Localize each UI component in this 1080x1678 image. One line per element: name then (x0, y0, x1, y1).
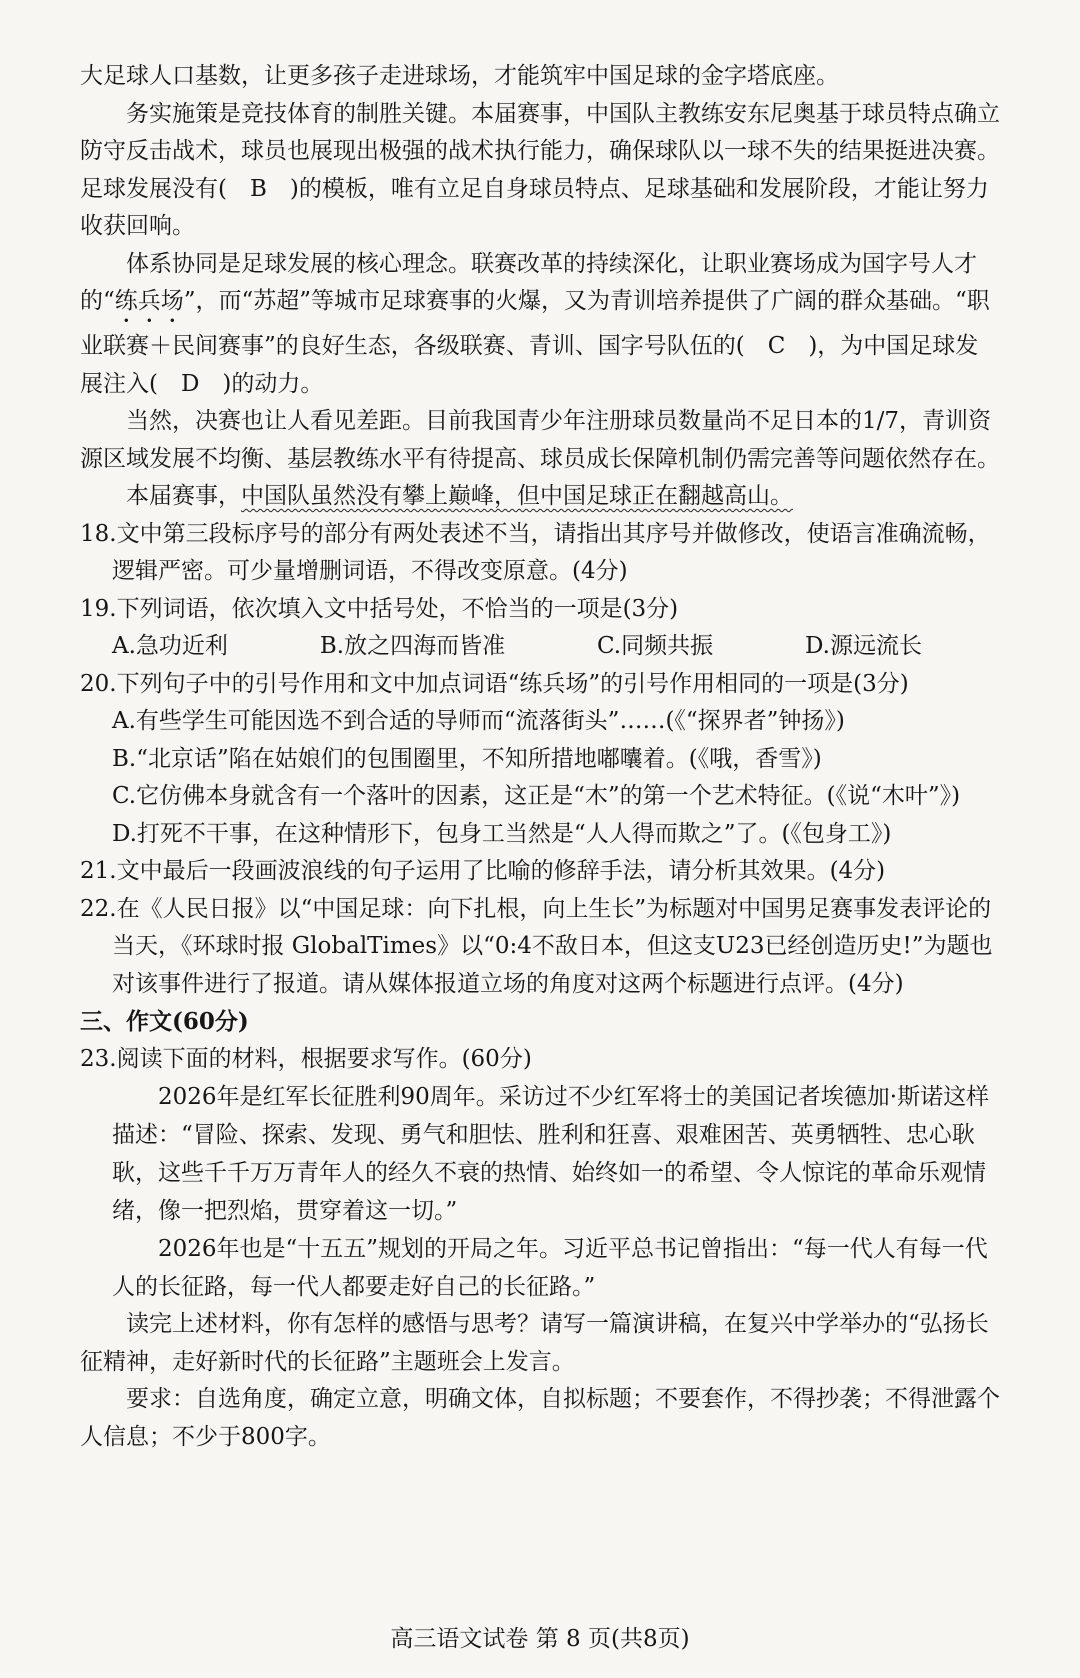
exam-page (80, 58, 1000, 1456)
question-22: 22.在《人民日报》以“中国足球：向下扎根，向上生长”为标题对中国男足赛事发表评论的当天，《环球时报 GlobalTimes》以“0:4不敌日本，但这支U23已经创造历史!”为题也对该事件进行了报道。请从媒体报道立场的角度对这两个标题进行点评。(4分) (80, 895, 993, 997)
option-d: D.源远流长 (805, 633, 922, 659)
question-18: 18.文中第三段标序号的部分有两处表述不当，请指出其序号并做修改，使语言准确流畅，逻辑严密。可少量增删词语，不得改变原意。(4分) (80, 520, 991, 584)
dotted-term: 练兵场 (114, 288, 184, 314)
section-composition-title: 三、作文(60分) (80, 1008, 249, 1035)
question-20-option-d: D.打死不干事，在这种情形下，包身工当然是“人人得而欺之”了。(《包身工》) (112, 820, 892, 847)
question-23: 23.阅读下面的材料，根据要求写作。(60分) (80, 1045, 532, 1072)
option-a: A.急功近利 (112, 633, 228, 659)
page-footer: 高三语文试卷 第 8 页(共8页) (390, 1626, 690, 1652)
question-19: 19.下列词语，依次填入文中括号处，不恰当的一项是(3分) (80, 595, 679, 622)
passage-paragraph-4-lead: 本届赛事， (126, 483, 241, 509)
question-19-options (80, 628, 922, 666)
passage-paragraph-2 (80, 246, 1000, 404)
passage-paragraph-4 (80, 478, 1000, 516)
question-20: 20.下列句子中的引号作用和文中加点词语“练兵场”的引号作用相同的一项是(3分) (80, 670, 909, 697)
passage-paragraph-1: 务实施策是竞技体育的制胜关键。本届赛事，中国队主教练安东尼奥基于球员特点确立防守反击战术，球员也展现出极强的战术执行能力，确保球队以一球不失的结果挺进决赛。足球发展没有( B )的模板，唯有立足自身球员特点、足球基础和发展阶段，才能让努力收获回响。 (80, 100, 1000, 239)
passage-paragraph-2-part-a: 体系协同是足球发展的核心理念。联赛改革的持续深化，让职业赛场成为国字号人才的“ (80, 250, 977, 314)
writing-task: 读完上述材料，你有怎样的感悟与思考？请写一篇演讲稿，在复兴中学举办的“弘扬长征精神，走好新时代的长征路”主题班会上发言。 (80, 1311, 989, 1375)
question-20-option-b: B.“北京话”陷在姑娘们的包围圈里，不知所措地嘟囔着。(《哦，香雪》) (112, 745, 822, 772)
question-20-option-a: A.有些学生可能因选不到合适的导师而“流落街头”……(《“探界者”钟扬》) (112, 708, 845, 734)
material-paragraph-1: 2026年是红军长征胜利90周年。采访过不少红军将士的美国记者埃德加·斯诺这样描述：“冒险、探索、发现、勇气和胆怯、胜利和狂喜、艰难困苦、英勇牺牲、忠心耿耿，这些千千万万青年人的经久不衰的热情、始终如一的希望、令人惊诧的革命乐观情绪，像一把烈焰，贯穿着这一切。” (112, 1084, 990, 1224)
question-21: 21.文中最后一段画波浪线的句子运用了比喻的修辞手法，请分析其效果。(4分) (80, 858, 886, 884)
material-paragraph-2: 2026年也是“十五五”规划的开局之年。习近平总书记曾指出：“每一代人有每一代人的长征路，每一代人都要走好自己的长征路。” (112, 1236, 988, 1300)
passage-paragraph-0: 大足球人口基数，让更多孩子走进球场，才能筑牢中国足球的金字塔底座。 (80, 63, 839, 89)
wavy-underlined-sentence: 中国队虽然没有攀上巅峰，但中国足球正在翻越高山。 (241, 483, 793, 509)
passage-paragraph-3: 当然，决赛也让人看见差距。目前我国青少年注册球员数量尚不足日本的1/7，青训资源区域发展不均衡、基层教练水平有待提高、球员成长保障机制仍需完善等问题依然存在。 (80, 408, 1000, 472)
option-b: B.放之四海而皆准 (319, 633, 506, 659)
writing-requirements: 要求：自选角度，确定立意，明确文体，自拟标题；不要套作，不得抄袭；不得泄露个人信息；不少于800字。 (80, 1386, 1000, 1450)
question-20-option-c: C.它仿佛本身就含有一个落叶的因素，这正是“木”的第一个艺术特征。(《说“木叶”》) (112, 783, 961, 809)
option-c: C.同频共振 (597, 633, 714, 659)
passage-paragraph-2-part-b: ”，而“苏超”等城市足球赛事的火爆，又为青训培养提供了广阔的群众基础。“职业联赛＋民间赛事”的良好生态，各级联赛、青训、国字号队伍的( C )，为中国足球发展注入( D )的动力。 (80, 288, 990, 397)
writing-material (80, 1078, 1000, 1306)
